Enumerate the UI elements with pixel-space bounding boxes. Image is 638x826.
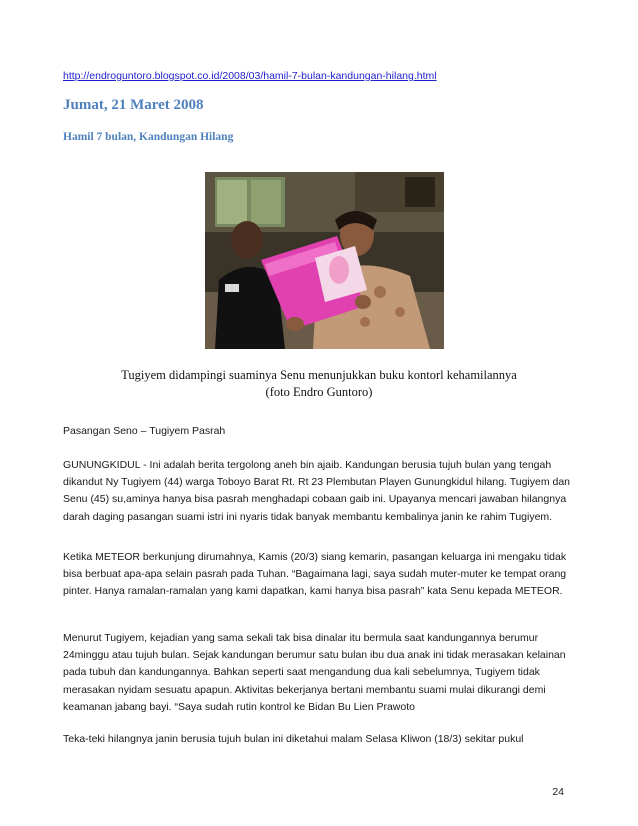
article-photo — [205, 172, 444, 349]
source-url-link[interactable]: http://endroguntoro.blogspot.co.id/2008/03/hamil-7-bulan-kandungan-hilang.html — [63, 70, 437, 82]
paragraph-2: Ketika METEOR berkunjung dirumahnya, Kamis (20/3) siang kemarin, pasangan keluarga ini mengaku tidak bisa berbuat apa-apa selain pasrah pada Tuhan. “Bagaimana lagi, saya sudah muter-muter ke tempat orang pinter. Hanya ramalan-ramalan yang kami dapatkan, kami hanya bisa pasrah” kata Senu kepada METEOR. — [63, 551, 567, 598]
paragraph-1: GUNUNGKIDUL - Ini adalah berita tergolong aneh bin ajaib. Kandungan berusia tujuh bulan yang tengah dikandut Ny Tugiyem (44) warga Toboyo Barat Rt. Rt 23 Plembutan Playen Gunungkidul hilang. Tugiyem dan Senu (45) su,aminya hanya bisa pasrah menghadapi cobaan gaib ini. Upayanya mencari jawaban hilangnya darah daging pasangan suami istri ini nyaris tidak banyak membantu kembalinya janin ke rahim Tugiyem. — [63, 459, 571, 523]
caption-line-2: (foto Endro Guntoro) — [265, 385, 373, 399]
photo-caption — [63, 367, 575, 401]
paragraph-3: Menurut Tugiyem, kejadian yang sama sekali tak bisa dinalar itu bermula saat kandungannya berumur 24minggu atau tujuh bulan. Sejak kandungan berumur satu bulan ibu dua anak ini tidak merasakan kelainan pada tubuh dan kandungannya. Bahkan seperti saat mengandung dua kali sebelumnya, Tugiyem tidak merasakan nyidam sesuatu apapun. Aktivitas bekerjanya bertani membantu suami mulai dikurangi demi keamanan jabang bayi. “Saya sudah rutin kontrol ke Bidan Bu Lien Prawoto — [63, 632, 566, 713]
caption-line-1: Tugiyem didampingi suaminya Senu menunjukkan buku kontorl kehamilannya — [121, 368, 517, 382]
article-title: Hamil 7 bulan, Kandungan Hilang — [63, 131, 234, 143]
post-date: Jumat, 21 Maret 2008 — [63, 97, 204, 113]
paragraph-4: Teka-teki hilangnya janin berusia tujuh bulan ini diketahui malam Selasa Kliwon (18/3) sekitar pukul — [63, 733, 524, 745]
page-number: 24 — [552, 786, 564, 798]
article-subheading: Pasangan Seno – Tugiyem Pasrah — [63, 425, 226, 437]
